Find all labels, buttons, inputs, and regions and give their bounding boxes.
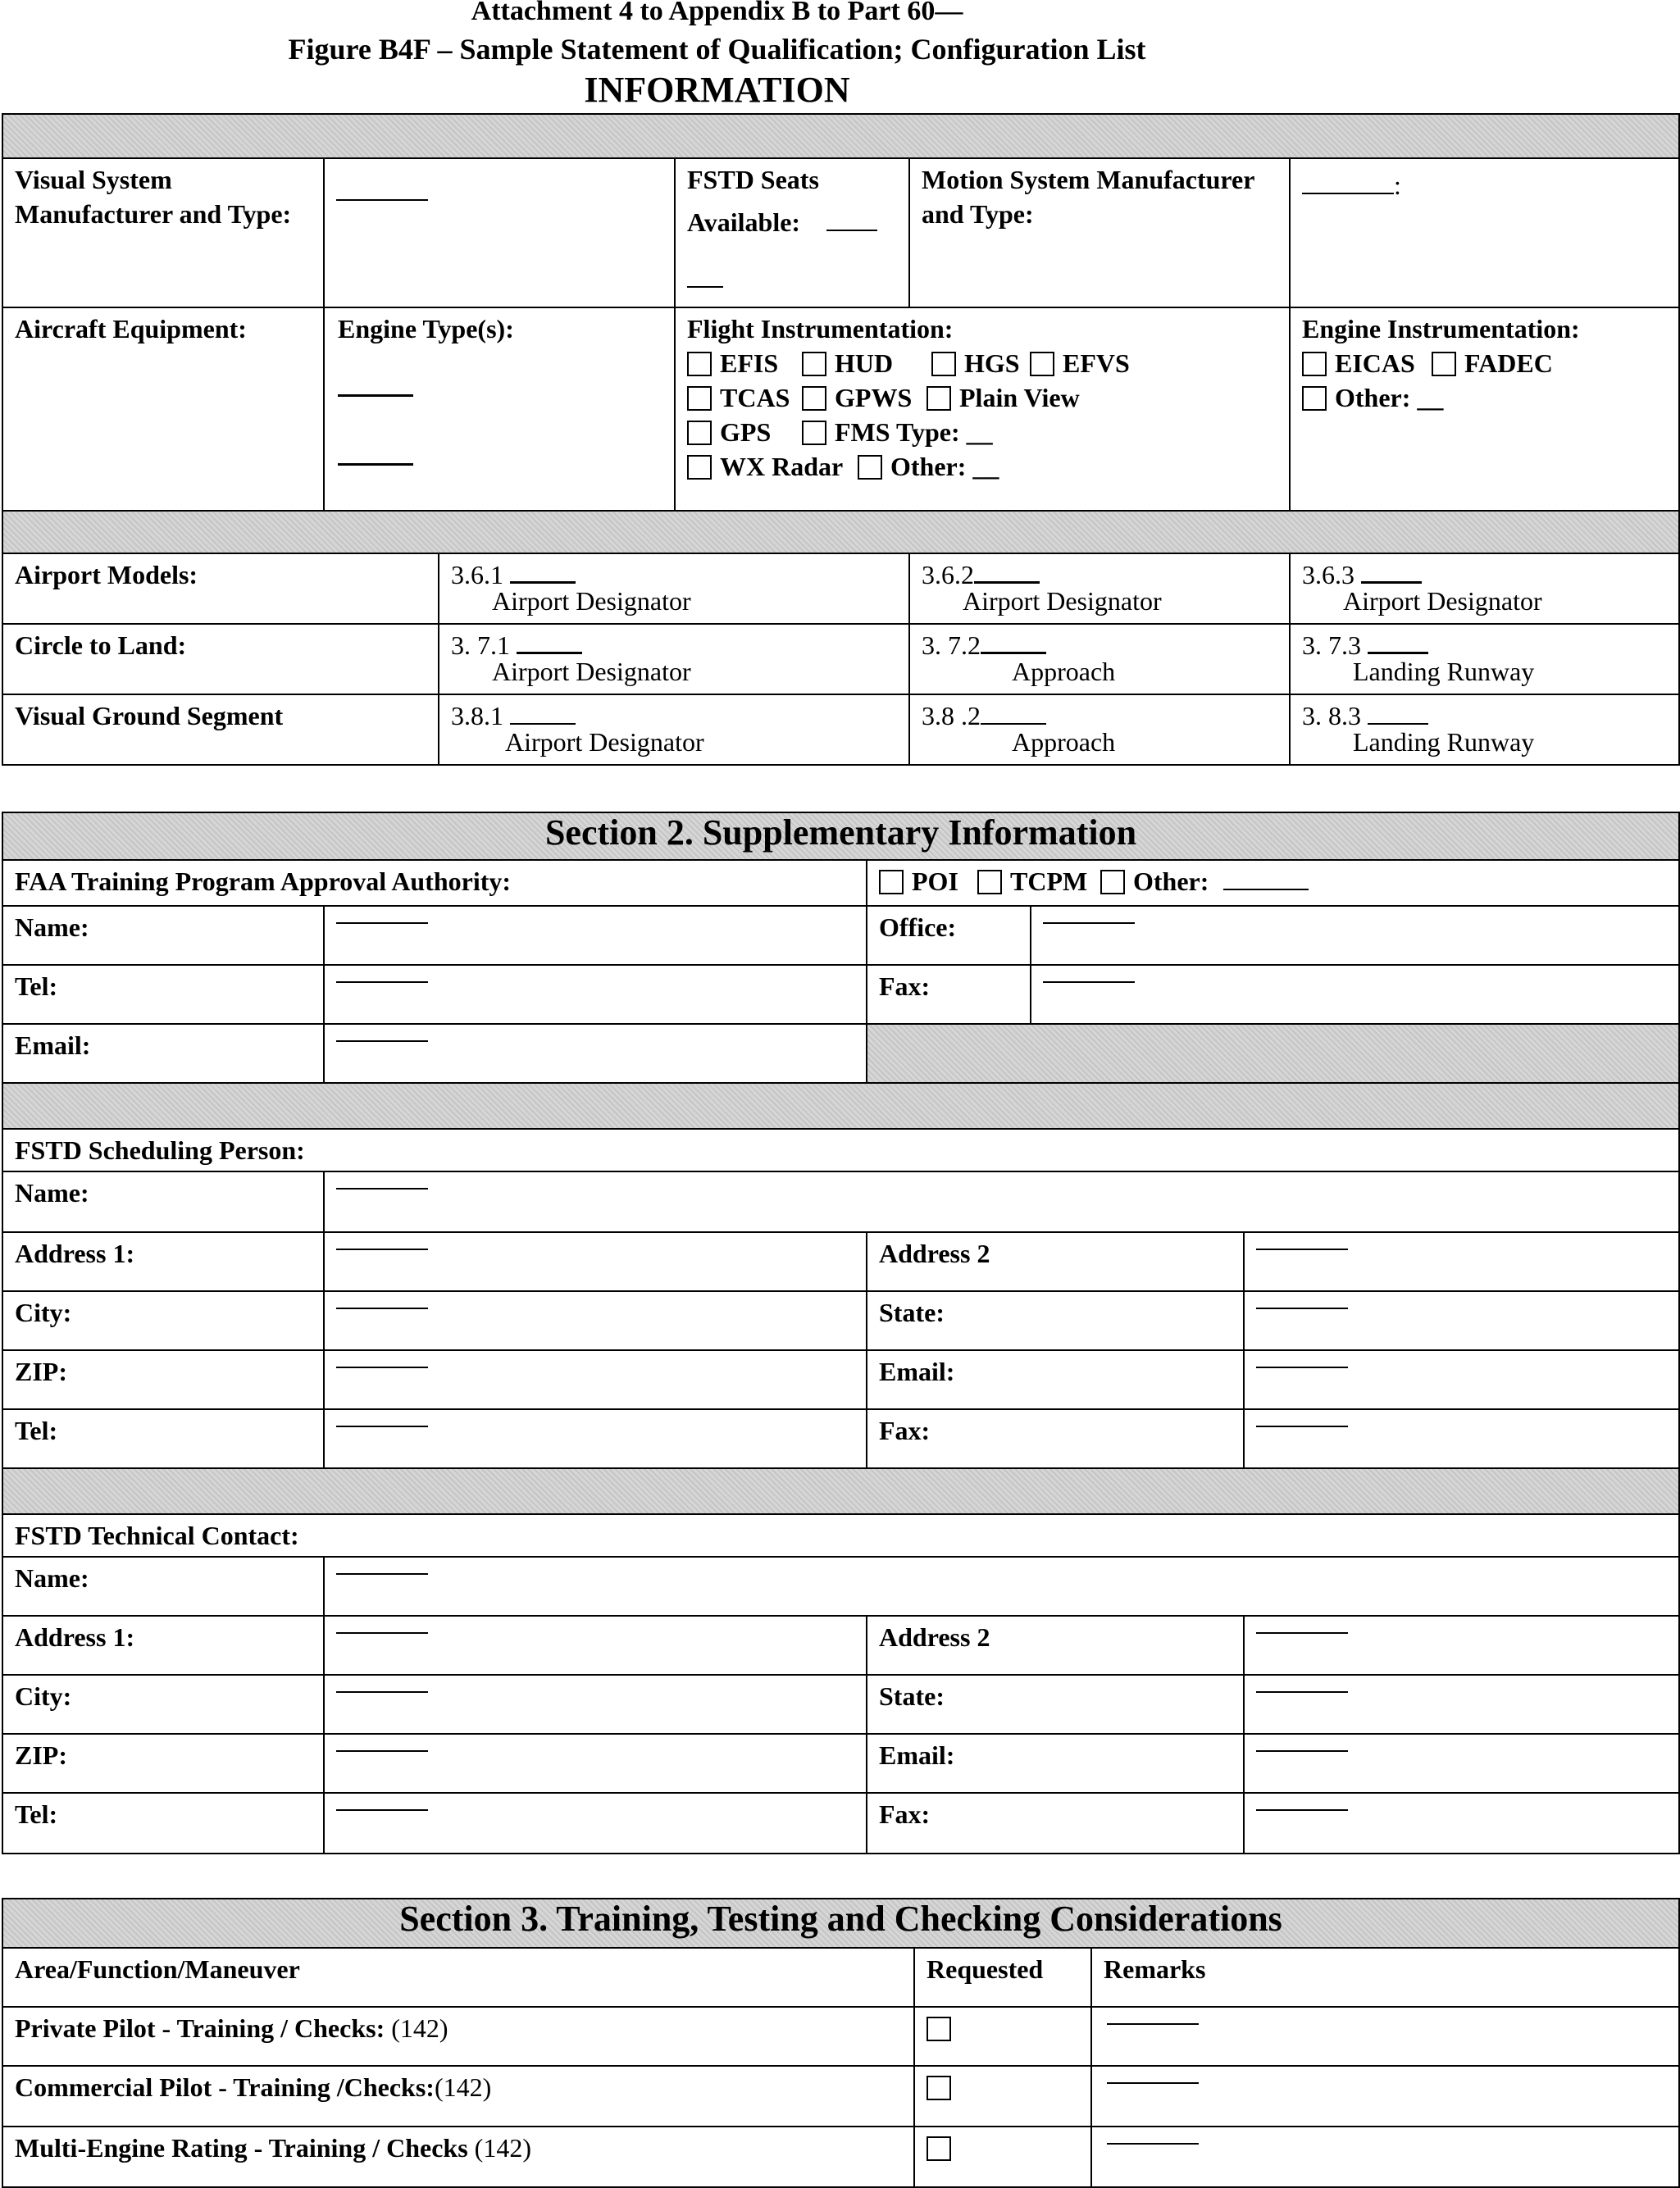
engine-instrumentation-cell	[1290, 307, 1679, 511]
shaded-band	[2, 114, 1679, 158]
faa-fax-field[interactable]	[1031, 965, 1679, 1024]
sched-address1-field[interactable]	[324, 1232, 867, 1291]
sched-fax-label: Fax:	[867, 1409, 1244, 1468]
requested-cell	[914, 2127, 1091, 2187]
available-field-2[interactable]	[687, 285, 723, 288]
faa-name-label: Name:	[2, 906, 324, 965]
tech-name-label: Name:	[2, 1557, 324, 1616]
technical-contact-label: FSTD Technical Contact:	[2, 1514, 1679, 1557]
supplementary-info-table	[2, 812, 1680, 1854]
field-number: 3. 7.1	[451, 630, 510, 660]
area-part: (142)	[434, 2072, 492, 2102]
faa-approval-options	[867, 860, 1679, 906]
sched-address1-label: Address 1:	[2, 1232, 324, 1291]
flight-instr-label: Flight Instrumentation:	[687, 314, 954, 343]
faa-fax-label: Fax:	[867, 965, 1031, 1024]
field-cell[interactable]	[909, 624, 1290, 694]
field-number: 3.6.3	[1302, 560, 1354, 589]
field-cell[interactable]	[909, 694, 1290, 765]
field-number: 3.6.2	[922, 560, 974, 589]
plain-view-label: Plain View	[959, 383, 1080, 412]
sched-city-field[interactable]	[324, 1291, 867, 1350]
sched-email-field[interactable]	[1244, 1350, 1679, 1409]
area-cell	[2, 2127, 914, 2187]
sched-state-label: State:	[867, 1291, 1244, 1350]
row-label: Visual Ground Segment	[2, 694, 439, 765]
sched-tel-label: Tel:	[2, 1409, 324, 1468]
field-caption: Airport Designator	[492, 657, 691, 686]
field-cell[interactable]	[1290, 694, 1679, 765]
tech-address2-field[interactable]	[1244, 1616, 1679, 1675]
table-row	[2, 2066, 1679, 2127]
shaded-band	[2, 1468, 1679, 1514]
area-text: Private Pilot - Training / Checks:	[15, 2013, 385, 2043]
configuration-table	[2, 113, 1680, 766]
tech-zip-field[interactable]	[324, 1734, 867, 1793]
wx-radar-checkbox[interactable]	[687, 455, 712, 480]
section-2-title: Section 2. Supplementary Information	[2, 812, 1679, 860]
engine-other-checkbox[interactable]	[1302, 386, 1327, 411]
efis-label: EFIS	[720, 348, 779, 378]
section-3-title: Section 3. Training, Testing and Checking Considerations	[2, 1899, 1679, 1948]
area-cell	[2, 2066, 914, 2127]
engine-types-label: Engine Type(s):	[338, 314, 514, 343]
faa-email-field[interactable]	[324, 1024, 867, 1083]
field-cell[interactable]	[909, 553, 1290, 624]
faa-tel-field[interactable]	[324, 965, 867, 1024]
gps-checkbox[interactable]	[687, 421, 712, 445]
eicas-checkbox[interactable]	[1302, 352, 1327, 376]
row-label: Circle to Land:	[2, 624, 439, 694]
tech-email-label: Email:	[867, 1734, 1244, 1793]
field-cell[interactable]	[439, 624, 909, 694]
tech-address1-field[interactable]	[324, 1616, 867, 1675]
hgs-checkbox[interactable]	[931, 352, 956, 376]
field-caption: Airport Designator	[1343, 586, 1542, 616]
field-cell[interactable]	[1290, 624, 1679, 694]
shaded-band	[2, 1083, 1679, 1129]
training-considerations-table	[2, 1898, 1680, 2188]
fstd-seats-cell	[675, 158, 909, 307]
sched-zip-label: ZIP:	[2, 1350, 324, 1409]
efvs-checkbox[interactable]	[1030, 352, 1054, 376]
hud-checkbox[interactable]	[802, 352, 826, 376]
col-area-header: Area/Function/Maneuver	[2, 1948, 914, 2007]
available-label: Available:	[687, 207, 801, 237]
field-cell[interactable]	[439, 553, 909, 624]
header-line-2: Figure B4F – Sample Statement of Qualification; Configuration List	[288, 33, 1146, 66]
hud-label: HUD	[835, 348, 894, 378]
remarks-field[interactable]	[1091, 2066, 1679, 2127]
engine-type-field-2[interactable]	[338, 462, 413, 466]
efvs-label: EFVS	[1063, 348, 1130, 378]
field-caption: Airport Designator	[492, 586, 691, 616]
scheduling-person-label	[2, 1129, 1679, 1171]
motion-colon: :	[1394, 171, 1401, 200]
header-line-3: INFORMATION	[584, 70, 850, 110]
available-field[interactable]	[826, 229, 877, 231]
visual-system-label: Visual System Manufacturer and Type:	[2, 158, 324, 307]
engine-types-cell	[324, 307, 675, 511]
field-number: 3.8 .2	[922, 701, 981, 730]
requested-cell	[914, 2007, 1091, 2066]
fstd-seats-label: FSTD Seats	[687, 165, 819, 194]
gpws-checkbox[interactable]	[802, 386, 826, 411]
tech-tel-field[interactable]	[324, 1793, 867, 1854]
flight-other-checkbox[interactable]	[858, 455, 882, 480]
efis-checkbox[interactable]	[687, 352, 712, 376]
row-label: Airport Models:	[2, 553, 439, 624]
faa-email-label: Email:	[2, 1024, 324, 1083]
eicas-label: EICAS	[1335, 348, 1415, 378]
faa-other-label: Other:	[1133, 867, 1209, 896]
tech-name-field[interactable]	[324, 1557, 1679, 1616]
sched-address2-label: Address 2	[867, 1232, 1244, 1291]
fms-type-checkbox[interactable]	[802, 421, 826, 445]
aircraft-equipment-label: Aircraft Equipment:	[2, 307, 324, 511]
tech-fax-label: Fax:	[867, 1793, 1244, 1854]
tcas-label: TCAS	[720, 383, 790, 412]
engine-type-field-1[interactable]	[338, 393, 413, 397]
sched-name-label: Name:	[2, 1171, 324, 1232]
fadec-label: FADEC	[1464, 348, 1553, 378]
tech-city-field[interactable]	[324, 1675, 867, 1734]
field-number: 3.8.1	[451, 701, 503, 730]
plain-view-checkbox[interactable]	[927, 386, 951, 411]
field-caption: Landing Runway	[1353, 657, 1535, 686]
visual-system-field[interactable]	[324, 158, 675, 307]
fms-type-label: FMS Type: __	[835, 417, 993, 447]
area-text: Commercial Pilot - Training /Checks:	[15, 2072, 435, 2102]
sched-fax-field[interactable]	[1244, 1409, 1679, 1468]
flight-other-label: Other: __	[890, 452, 999, 481]
requested-checkbox[interactable]	[927, 2136, 951, 2161]
field-caption: Landing Runway	[1353, 727, 1535, 757]
remarks-field[interactable]	[1091, 2007, 1679, 2066]
sched-zip-field[interactable]	[324, 1350, 867, 1409]
tcpm-label: TCPM	[1010, 867, 1088, 896]
remarks-field[interactable]	[1091, 2127, 1679, 2187]
tech-city-label: City:	[2, 1675, 324, 1734]
field-number: 3. 8.3	[1302, 701, 1361, 730]
field-caption: Airport Designator	[963, 586, 1162, 616]
header-line-1: Attachment 4 to Appendix B to Part 60—	[471, 0, 963, 26]
sched-tel-field[interactable]	[324, 1409, 867, 1468]
airport-models-row	[2, 553, 1679, 624]
faa-office-label: Office:	[867, 906, 1031, 965]
requested-checkbox[interactable]	[927, 2017, 951, 2041]
tech-address2-label: Address 2	[867, 1616, 1244, 1675]
field-number: 3. 7.3	[1302, 630, 1361, 660]
col-requested-header: Requested	[914, 1948, 1091, 2007]
tech-email-field[interactable]	[1244, 1734, 1679, 1793]
field-caption: Approach	[1012, 657, 1116, 686]
scheduling-person-text: FSTD Scheduling Person:	[15, 1135, 305, 1165]
flight-instrumentation-cell	[675, 307, 1290, 511]
field-cell[interactable]	[1290, 553, 1679, 624]
area-part: (142)	[385, 2013, 448, 2043]
area-text: Multi-Engine Rating - Training / Checks	[15, 2133, 468, 2163]
tcas-checkbox[interactable]	[687, 386, 712, 411]
field-caption: Airport Designator	[505, 727, 704, 757]
faa-approval-label: FAA Training Program Approval Authority:	[2, 860, 867, 906]
field-cell[interactable]	[439, 694, 909, 765]
sched-city-label: City:	[2, 1291, 324, 1350]
gps-label: GPS	[720, 417, 772, 447]
table-row	[2, 2127, 1679, 2187]
tcpm-checkbox[interactable]	[977, 870, 1002, 894]
shaded-band	[2, 511, 1679, 553]
field-number: 3. 7.2	[922, 630, 981, 660]
tech-tel-label: Tel:	[2, 1793, 324, 1854]
engine-other-label: Other: __	[1335, 383, 1444, 412]
sched-name-field[interactable]	[324, 1171, 1679, 1232]
requested-checkbox[interactable]	[927, 2076, 951, 2100]
tech-fax-field[interactable]	[1244, 1793, 1679, 1854]
col-remarks-header: Remarks	[1091, 1948, 1679, 2007]
area-cell	[2, 2007, 914, 2066]
faa-other-field[interactable]	[1223, 888, 1309, 890]
hgs-label: HGS	[964, 348, 1020, 378]
sched-email-label: Email:	[867, 1350, 1244, 1409]
gpws-label: GPWS	[835, 383, 913, 412]
tech-zip-label: ZIP:	[2, 1734, 324, 1793]
tech-state-label: State:	[867, 1675, 1244, 1734]
field-number: 3.6.1	[451, 560, 503, 589]
faa-office-field[interactable]	[1031, 906, 1679, 965]
wx-radar-label: WX Radar	[720, 452, 844, 481]
requested-cell	[914, 2066, 1091, 2127]
fadec-checkbox[interactable]	[1432, 352, 1456, 376]
sched-address2-field[interactable]	[1244, 1232, 1679, 1291]
shaded-cell	[867, 1024, 1679, 1083]
sched-state-field[interactable]	[1244, 1291, 1679, 1350]
faa-tel-label: Tel:	[2, 965, 324, 1024]
faa-name-field[interactable]	[324, 906, 867, 965]
tech-address1-label: Address 1:	[2, 1616, 324, 1675]
motion-system-field[interactable]	[1290, 158, 1679, 307]
poi-label: POI	[912, 867, 958, 896]
field-caption: Approach	[1012, 727, 1116, 757]
engine-instr-label: Engine Instrumentation:	[1302, 314, 1580, 343]
faa-other-checkbox[interactable]	[1100, 870, 1125, 894]
motion-system-label: Motion System Manufacturer and Type:	[909, 158, 1290, 307]
table-row	[2, 2007, 1679, 2066]
circle-to-land-row	[2, 624, 1679, 694]
tech-state-field[interactable]	[1244, 1675, 1679, 1734]
area-part: (142)	[467, 2133, 531, 2163]
poi-checkbox[interactable]	[879, 870, 904, 894]
visual-ground-segment-row	[2, 694, 1679, 765]
